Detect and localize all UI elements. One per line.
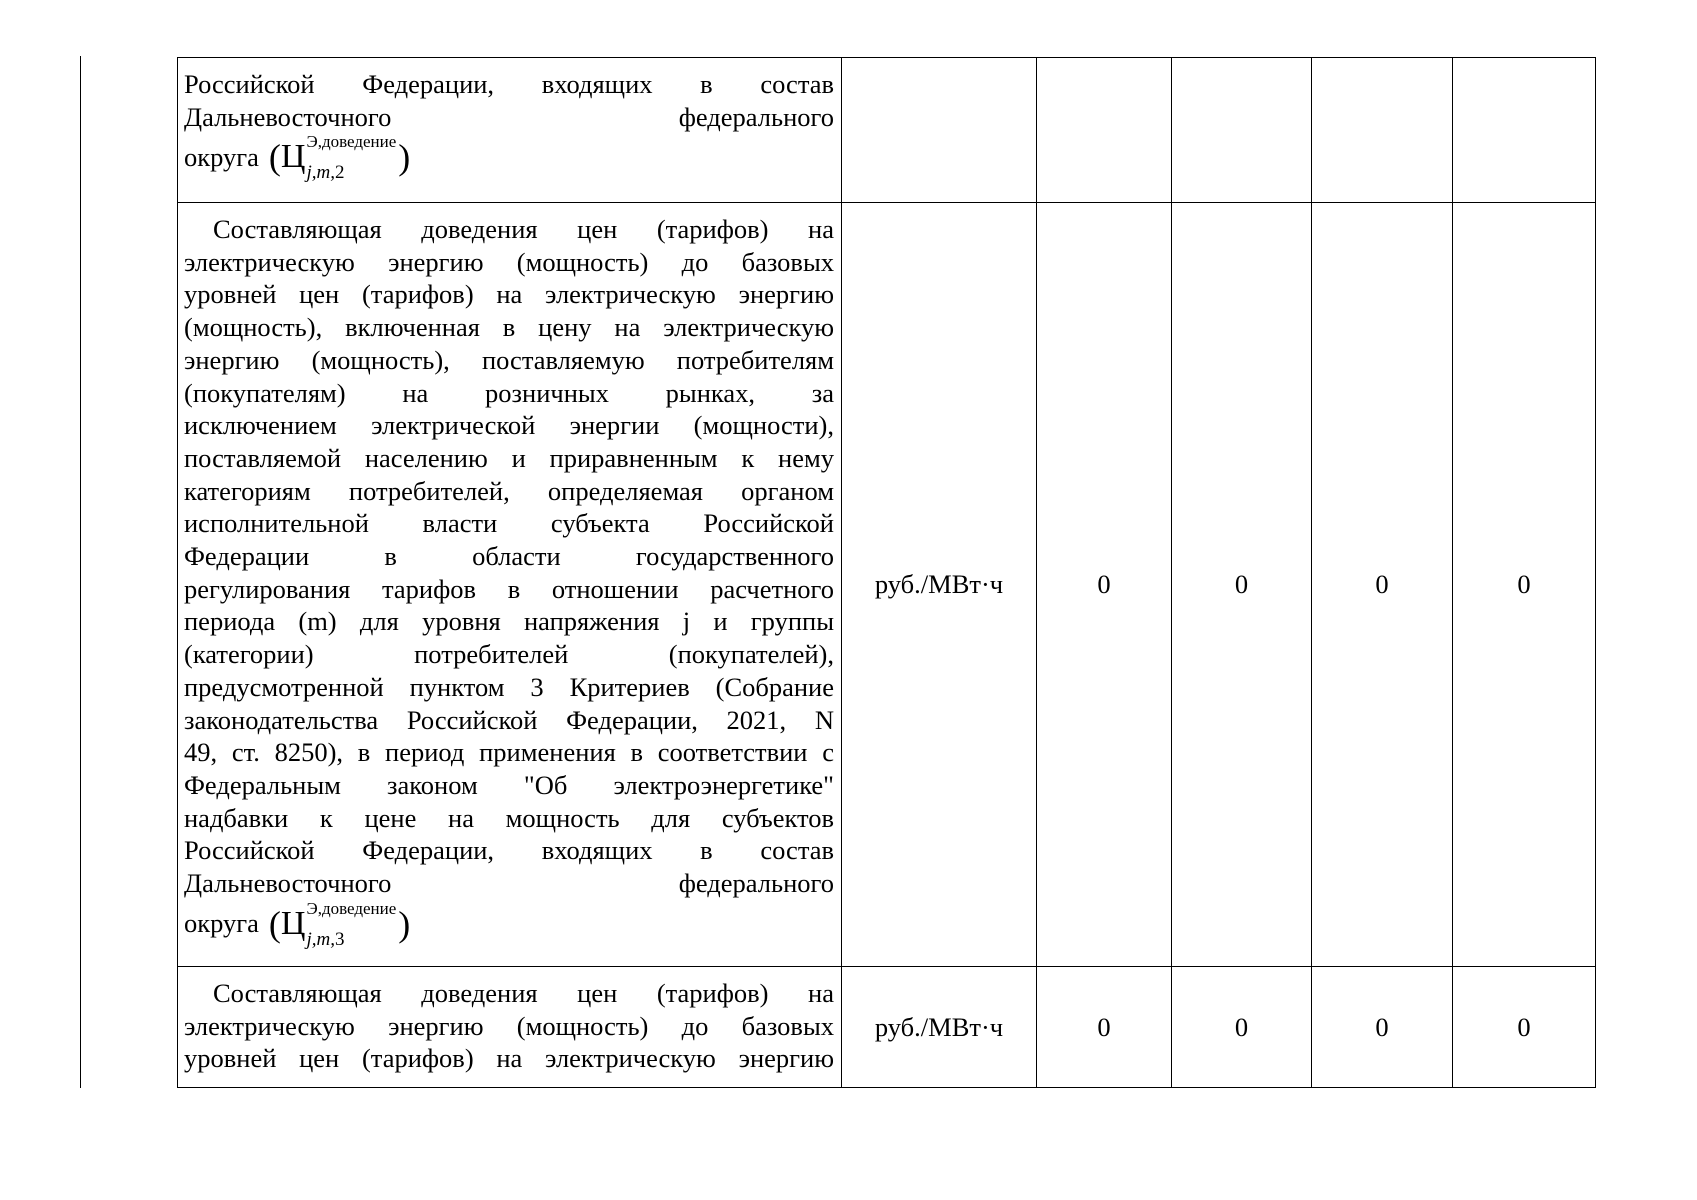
formula-symbol: Ц xyxy=(280,138,306,176)
value-cell: 0 xyxy=(1453,203,1596,967)
text-line: Дальневосточного федерального xyxy=(184,101,834,132)
description-cell xyxy=(178,58,842,203)
formula-superscript: Э,доведение xyxy=(306,132,397,152)
text-line: Российской Федерации, входящих в состав xyxy=(184,835,834,866)
text-line: Российской Федерации, входящих в состав xyxy=(184,69,834,99)
text-line: периода (m) для уровня напряжения j и группы xyxy=(184,606,834,637)
text-line: Федерации в области государственного xyxy=(184,541,834,572)
formula: ( Ц Э,доведение j,m,3 ) xyxy=(268,898,411,950)
text-line: категориям потребителей, определяемая органом xyxy=(184,475,834,506)
text-line: (покупателям) на розничных рынках, за xyxy=(184,377,834,408)
text-line: Составляющая доведения цен (тарифов) на xyxy=(213,978,834,1008)
text-line: энергию (мощность), поставляемую потребителям xyxy=(184,344,834,375)
value-cell: 0 xyxy=(1172,967,1312,1088)
text-line: 49, ст. 8250), в период применения в соответствии с xyxy=(184,737,834,768)
text-line: законодательства Российской Федерации, 2021, N xyxy=(184,704,834,735)
value-cell: 0 xyxy=(1037,203,1172,967)
unit-cell xyxy=(842,58,1037,203)
value-cell xyxy=(1172,58,1312,203)
text-line: Федеральным законом "Об электроэнергетике" xyxy=(184,769,834,800)
formula-line xyxy=(184,132,834,184)
formula-word: округа xyxy=(184,142,259,173)
text-line: электрическую энергию (мощность) до базовых xyxy=(184,246,834,277)
table-row xyxy=(178,203,1596,967)
text-line: поставляемой населению и приравненным к нему xyxy=(184,442,834,473)
formula-subscript-index: 3 xyxy=(334,928,345,950)
formula-symbol: Ц xyxy=(280,904,306,942)
formula-subscript: j,m, xyxy=(306,928,335,950)
formula: ( Ц Э,доведение j,m,2 ) xyxy=(268,132,411,184)
value-cell xyxy=(1037,58,1172,203)
text-line: исключением электрической энергии (мощности), xyxy=(184,410,834,441)
margin-line xyxy=(80,56,81,1088)
description-cell xyxy=(178,967,842,1088)
unit-cell: руб./МВт·ч xyxy=(842,203,1037,967)
value-cell: 0 xyxy=(1312,967,1453,1088)
formula-subscript-index: 2 xyxy=(334,162,345,184)
unit-cell: руб./МВт·ч xyxy=(842,967,1037,1088)
text-line: регулирования тарифов в отношении расчетного xyxy=(184,573,834,604)
value-cell: 0 xyxy=(1312,203,1453,967)
value-cell: 0 xyxy=(1037,967,1172,1088)
value-cell xyxy=(1312,58,1453,203)
text-line: Составляющая доведения цен (тарифов) на xyxy=(213,214,834,244)
formula-superscript: Э,доведение xyxy=(306,898,397,918)
table-row xyxy=(178,967,1596,1088)
table-row xyxy=(178,58,1596,203)
formula-line xyxy=(184,898,834,950)
tariff-table xyxy=(177,57,1596,1088)
text-line: уровней цен (тарифов) на электрическую энергию xyxy=(184,1043,834,1074)
text-line: предусмотренной пунктом 3 Критериев (Собрание xyxy=(184,671,834,702)
text-line: электрическую энергию (мощность) до базовых xyxy=(184,1010,834,1041)
text-line: надбавки к цене на мощность для субъектов xyxy=(184,802,834,833)
formula-subscript: j,m, xyxy=(306,162,335,184)
text-line: (мощность), включенная в цену на электрическую xyxy=(184,312,834,343)
text-line: исполнительной власти субъекта Российской xyxy=(184,508,834,539)
text-line: Дальневосточного федерального xyxy=(184,868,834,899)
description-cell xyxy=(178,203,842,967)
formula-word: округа xyxy=(184,908,259,939)
value-cell: 0 xyxy=(1172,203,1312,967)
text-line: уровней цен (тарифов) на электрическую энергию xyxy=(184,279,834,310)
text-line: (категории) потребителей (покупателей), xyxy=(184,639,834,670)
value-cell xyxy=(1453,58,1596,203)
value-cell: 0 xyxy=(1453,967,1596,1088)
